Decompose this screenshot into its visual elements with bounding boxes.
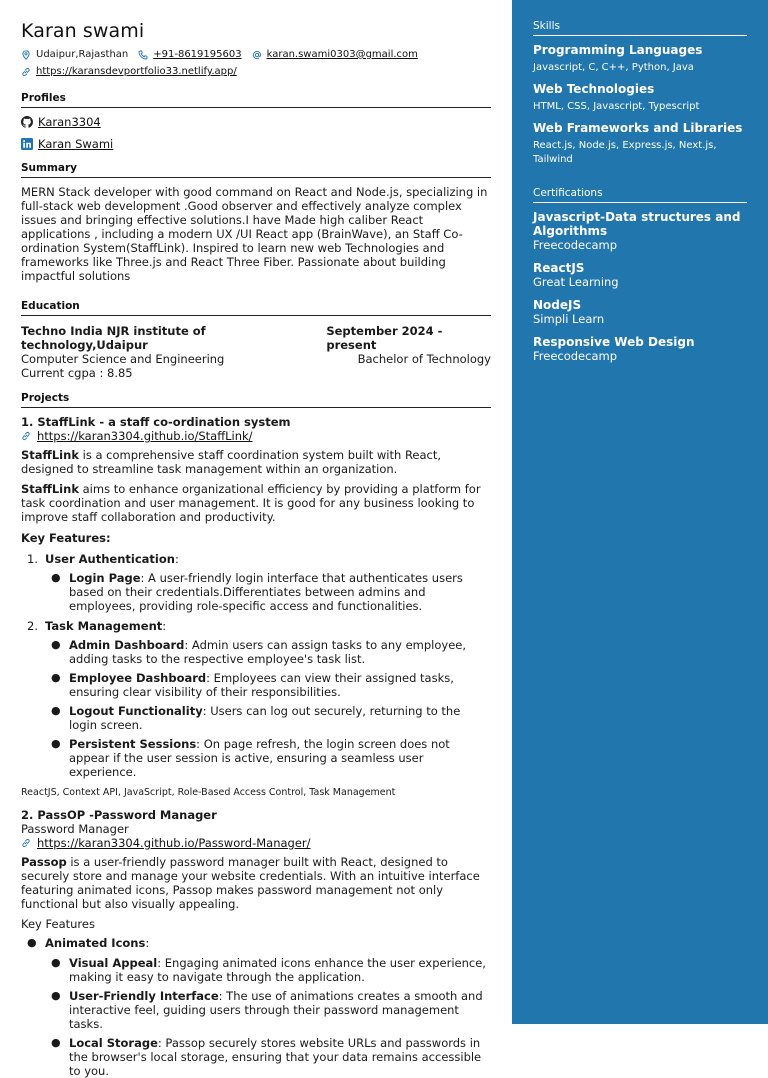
certification-title: ReactJS (533, 261, 585, 275)
list-item-text: : The use of animations creates a smooth and interactive feel, guiding users through their password management tasks. (69, 989, 483, 1031)
list-item (21, 1036, 491, 1078)
bullet-icon: ● (51, 956, 61, 969)
website-link[interactable]: https://karansdevportfolio33.netlify.app/ (36, 66, 237, 77)
linkedin-icon (21, 138, 33, 150)
list-item (21, 671, 491, 699)
project-2-desc-1-text: is a user-friendly password manager built with React, designed to securely store and manage your website credentials. With an intuitive interface featuring animated icons, Passop makes password management not only functional but also visually appealing. (21, 855, 480, 911)
list-item-bold: Logout Functionality (69, 704, 203, 718)
list-item-text: : Admin users can assign tasks to any employee, adding tasks to the respective employee's task list. (69, 638, 467, 666)
list-item (21, 704, 491, 732)
list-item (21, 989, 491, 1031)
certification-title: NodeJS (533, 298, 582, 312)
projects-heading: Projects (21, 392, 491, 408)
feature-title: User Authentication (45, 552, 175, 566)
list-item-text: : Employees can view their assigned tasks, ensuring clear visibility of their responsibilities. (69, 671, 454, 699)
email-link[interactable]: karan.swami0303@gmail.com (266, 49, 418, 60)
education-dates: September 2024 - present (326, 324, 443, 352)
education-heading: Education (21, 300, 491, 316)
linkedin-profile[interactable] (21, 137, 491, 151)
project-2-title: 2. PassOP -Password Manager (21, 808, 217, 822)
project-2-subtitle: Password Manager (21, 822, 129, 836)
feature-colon: : (145, 936, 150, 950)
project-2-link-row[interactable] (21, 836, 491, 850)
project-2-desc-1 (21, 855, 491, 911)
list-item-bold: Employee Dashboard (69, 671, 207, 685)
list-item-bold: Admin Dashboard (69, 638, 185, 652)
bullet-icon: ● (51, 638, 61, 651)
bullet-icon: ● (51, 1036, 61, 1049)
list-item-bold: Login Page (69, 571, 141, 585)
certification-item (533, 261, 747, 289)
skill-items: HTML, CSS, Javascript, Typescript (533, 101, 700, 112)
certification-issuer: Freecodecamp (533, 238, 618, 252)
certification-issuer: Freecodecamp (533, 349, 618, 363)
cgpa: Current cgpa : 8.85 (21, 366, 133, 380)
project-1-desc-2-bold: StaffLink (21, 482, 79, 496)
list-item-bold: Local Storage (69, 1036, 158, 1050)
list-number: 2. (27, 619, 38, 633)
certification-issuer: Great Learning (533, 275, 619, 289)
github-icon (21, 116, 33, 128)
skill-items: Javascript, C, C++, Python, Java (533, 62, 694, 73)
list-item (21, 638, 491, 666)
certification-item (533, 298, 747, 326)
email-item[interactable] (252, 48, 418, 62)
list-item-text: : Engaging animated icons enhance the user experience, making it easy to navigate through the application. (69, 956, 486, 984)
skill-title: Programming Languages (533, 43, 703, 57)
list-item-text: : On page refresh, the login screen does not appear if the user session is active, ensuring a seamless user experience. (69, 737, 450, 779)
location-pin-icon (21, 50, 31, 60)
list-item (21, 571, 491, 613)
bullet-icon: ● (51, 737, 61, 750)
skill-items: React.js, Node.js, Express.js, Next.js, Tailwind (533, 140, 717, 165)
feature-title: Task Management (45, 619, 163, 633)
skill-group (533, 121, 747, 167)
list-item (21, 956, 491, 984)
certification-issuer: Simpli Learn (533, 312, 605, 326)
github-link[interactable]: Karan3304 (38, 115, 101, 129)
project-1-desc-2-text: aims to enhance organizational efficiency by providing a platform for task coordination and user management. It is good for any business looking to improve staff collaboration and productivity. (21, 482, 481, 524)
certification-title: Responsive Web Design (533, 335, 695, 349)
project-1-desc-1-bold: StaffLink (21, 448, 79, 462)
project-2-features-heading: Key Features (21, 917, 95, 931)
contact-row (21, 48, 491, 62)
project-1-link-row[interactable] (21, 429, 491, 443)
location-item (21, 48, 128, 62)
education-row-3 (21, 366, 491, 380)
project-1-desc-2 (21, 482, 491, 524)
feature-animated-icons (21, 936, 491, 950)
phone-icon (138, 50, 148, 60)
bullet-icon: ● (51, 671, 61, 684)
education-row-2 (21, 352, 491, 366)
institution-name: Techno India NJR institute of technology,Udaipur (21, 324, 206, 352)
certification-item (533, 210, 747, 252)
project-2-desc-1-bold: Passop (21, 855, 67, 869)
link-icon (21, 838, 31, 848)
linkedin-link[interactable]: Karan Swami (38, 137, 114, 151)
feature-task-management (21, 619, 491, 633)
education-row-1 (21, 324, 491, 352)
bullet-icon: ● (27, 936, 37, 949)
skill-group (533, 43, 747, 75)
skills-heading: Skills (533, 20, 747, 36)
skill-group (533, 82, 747, 114)
list-item-text: : Passop securely stores website URLs and passwords in the browser's local storage, ensuring that your data remains accessible to you. (69, 1036, 482, 1078)
resume-sidebar (512, 0, 768, 1024)
project-2-url[interactable]: https://karan3304.github.io/Password-Manager/ (37, 836, 311, 850)
list-item-text: : A user-friendly login interface that authenticates users based on their credentials.Differentiates between admins and employees, providing role-specific access and functionalities. (69, 571, 463, 613)
website-row (21, 65, 491, 79)
bullet-icon: ● (51, 704, 61, 717)
project-1-url[interactable]: https://karan3304.github.io/StaffLink/ (37, 429, 253, 443)
certification-title: Javascript-Data structures and Algorithms (533, 210, 741, 238)
bullet-icon: ● (51, 989, 61, 1002)
phone-link[interactable]: +91-8619195603 (153, 49, 242, 60)
degree: Bachelor of Technology (357, 352, 491, 366)
summary-heading: Summary (21, 162, 491, 178)
at-sign-icon (252, 50, 262, 60)
feature-colon: : (174, 552, 179, 566)
project-1-tags: ReactJS, Context API, JavaScript, Role-Based Access Control, Task Management (21, 787, 396, 798)
list-item (21, 737, 491, 779)
candidate-name: Karan swami (21, 20, 145, 42)
feature-user-authentication (21, 552, 491, 566)
feature-colon: : (162, 619, 167, 633)
certifications-heading: Certifications (533, 187, 747, 203)
website-item[interactable] (21, 65, 237, 79)
project-1-title: 1. StaffLink - a staff co-ordination system (21, 415, 291, 429)
feature-title: Animated Icons (45, 936, 146, 950)
skill-title: Web Frameworks and Libraries (533, 121, 743, 135)
link-icon (21, 67, 31, 77)
summary-text: MERN Stack developer with good command on React and Node.js, specializing in full-stack web development .Good observer and effectively analyze complex issues and bringing effective solutions.I have Made high caliber React applications , including a modern UX /UI React app (BrainWave), an Staff Co-ordination System(StaffLink). Inspired to learn new web Technologies and frameworks like Three.js and React Three Fiber. Passionate about building impactful solutions (21, 185, 488, 283)
project-1-features-heading: Key Features: (21, 531, 111, 545)
skill-title: Web Technologies (533, 82, 655, 96)
profiles-heading: Profiles (21, 92, 491, 108)
list-number: 1. (27, 552, 38, 566)
github-profile[interactable] (21, 115, 491, 129)
location-text: Udaipur,Rajasthan (36, 49, 129, 60)
list-item-text: : Users can log out securely, returning to the login screen. (69, 704, 461, 732)
list-item-bold: Persistent Sessions (69, 737, 197, 751)
project-1-desc-1-text: is a comprehensive staff coordination system built with React, designed to streamline task management within an organization. (21, 448, 442, 476)
field-of-study: Computer Science and Engineering (21, 352, 225, 366)
phone-item[interactable] (138, 48, 241, 62)
list-item-bold: User-Friendly Interface (69, 989, 219, 1003)
project-1-desc-1 (21, 448, 491, 476)
certification-item (533, 335, 747, 363)
list-item-bold: Visual Appeal (69, 956, 158, 970)
bullet-icon: ● (51, 571, 61, 584)
link-icon (21, 431, 31, 441)
resume-main-column (21, 20, 491, 1078)
